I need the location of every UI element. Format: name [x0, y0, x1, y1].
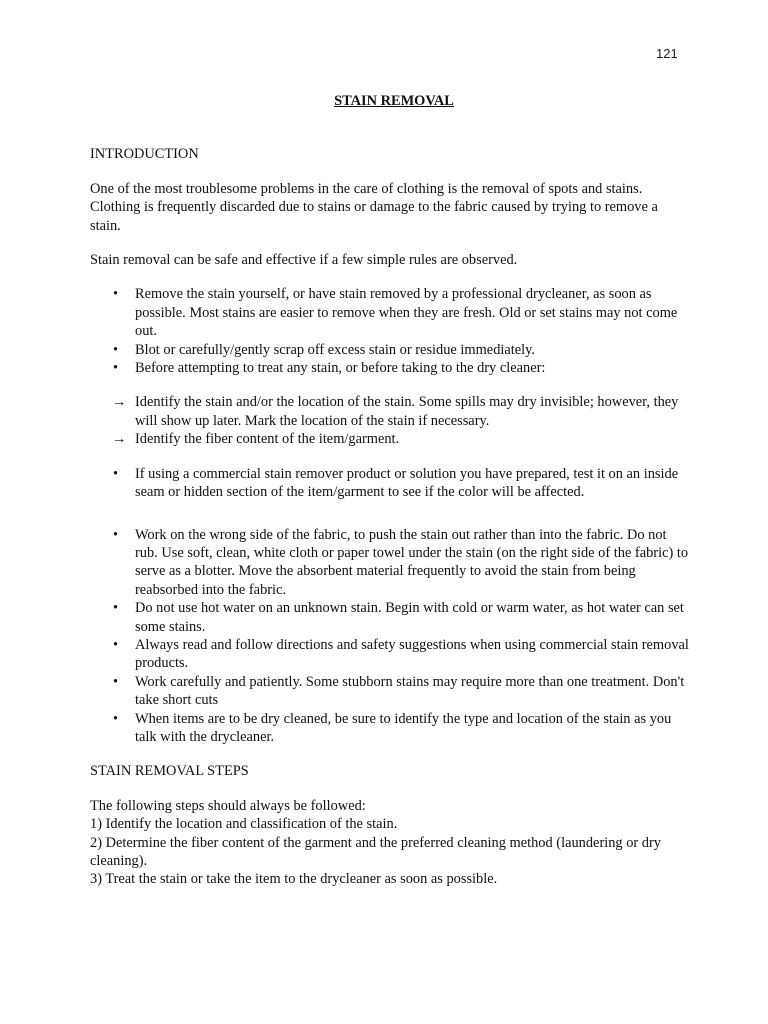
steps-intro: The following steps should always be followed:: [90, 797, 366, 814]
bullet-icon: •: [113, 526, 119, 543]
list-item: [90, 430, 690, 448]
arrow-right-icon: →: [112, 431, 127, 448]
list-item-text: Work carefully and patiently. Some stubborn stains may require more than one treatment. Don't take short cuts: [135, 673, 685, 709]
bullet-list-test: [90, 465, 690, 502]
list-item: [90, 526, 690, 600]
list-item: [90, 636, 690, 673]
list-item-text: When items are to be dry cleaned, be sure to identify the type and location of the stain as you talk with the drycleaner.: [135, 710, 672, 745]
bullet-icon: •: [113, 360, 119, 377]
page-title: STAIN REMOVAL: [334, 93, 454, 109]
bullet-list-procedure: [90, 526, 690, 747]
list-item: [90, 465, 690, 502]
arrow-right-icon: →: [112, 394, 127, 411]
bullet-icon: •: [113, 286, 119, 303]
intro-paragraph: One of the most troublesome problems in the care of clothing is the removal of spots and stains. Clothing is frequently discarded due to stains or damage to the fabric caused by trying to remove a stain.: [90, 180, 658, 234]
list-item-text: Before attempting to treat any stain, or before taking to the dry cleaner:: [135, 360, 546, 377]
list-item-text: If using a commercial stain remover product or solution you have prepared, test it on an inside seam or hidden section of the item/garment to see if the color will be affected.: [135, 465, 679, 501]
list-item: [90, 285, 690, 340]
section-heading-steps: STAIN REMOVAL STEPS: [90, 763, 249, 780]
list-item: [90, 359, 690, 377]
page-number: 121: [656, 46, 678, 61]
list-item-text: Identify the fiber content of the item/garment.: [135, 431, 400, 448]
list-item-text: Always read and follow directions and safety suggestions when using commercial stain removal products.: [135, 636, 689, 672]
list-item-text: Remove the stain yourself, or have stain removed by a professional drycleaner, as soon as possible. Most stains are easier to remove when they are fresh. Old or set stains may not come out.: [135, 286, 678, 340]
bullet-icon: •: [113, 465, 119, 482]
bullet-icon: •: [113, 600, 119, 617]
list-item: [90, 393, 690, 430]
arrow-list: [90, 393, 690, 448]
list-item-text: Work on the wrong side of the fabric, to push the stain out rather than into the fabric. Do not rub. Use soft, clean, white cloth or paper towel under the stain (on the right side of the fabric) to serve as a blotter. Move the absorbent material frequently to avoid the stain from being reabsorbed into the fabric.: [135, 526, 689, 598]
steps-list: [90, 797, 690, 889]
list-item: [90, 599, 690, 636]
document-body: [90, 92, 690, 889]
list-item: [90, 673, 690, 710]
list-item: [90, 710, 690, 747]
step-item: 2) Determine the fiber content of the garment and the preferred cleaning method (laundering or dry cleaning).: [90, 834, 661, 869]
bullet-list-initial: [90, 285, 690, 377]
list-item-text: Identify the stain and/or the location of the stain. Some spills may dry invisible; however, they will show up later. Mark the location of the stain if necessary.: [135, 394, 679, 429]
list-item: [90, 341, 690, 359]
list-item-text: Blot or carefully/gently scrap off excess stain or residue immediately.: [135, 341, 536, 358]
bullet-icon: •: [113, 636, 119, 653]
bullet-icon: •: [113, 710, 119, 727]
list-item-text: Do not use hot water on an unknown stain. Begin with cold or warm water, as hot water can set some stains.: [135, 600, 684, 635]
section-heading-introduction: INTRODUCTION: [90, 146, 199, 163]
bullet-icon: •: [113, 341, 119, 358]
step-item: 3) Treat the stain or take the item to the drycleaner as soon as possible.: [90, 871, 498, 888]
intro-paragraph-rules: Stain removal can be safe and effective if a few simple rules are observed.: [90, 252, 518, 269]
bullet-icon: •: [113, 673, 119, 690]
step-item: 1) Identify the location and classification of the stain.: [90, 816, 398, 833]
